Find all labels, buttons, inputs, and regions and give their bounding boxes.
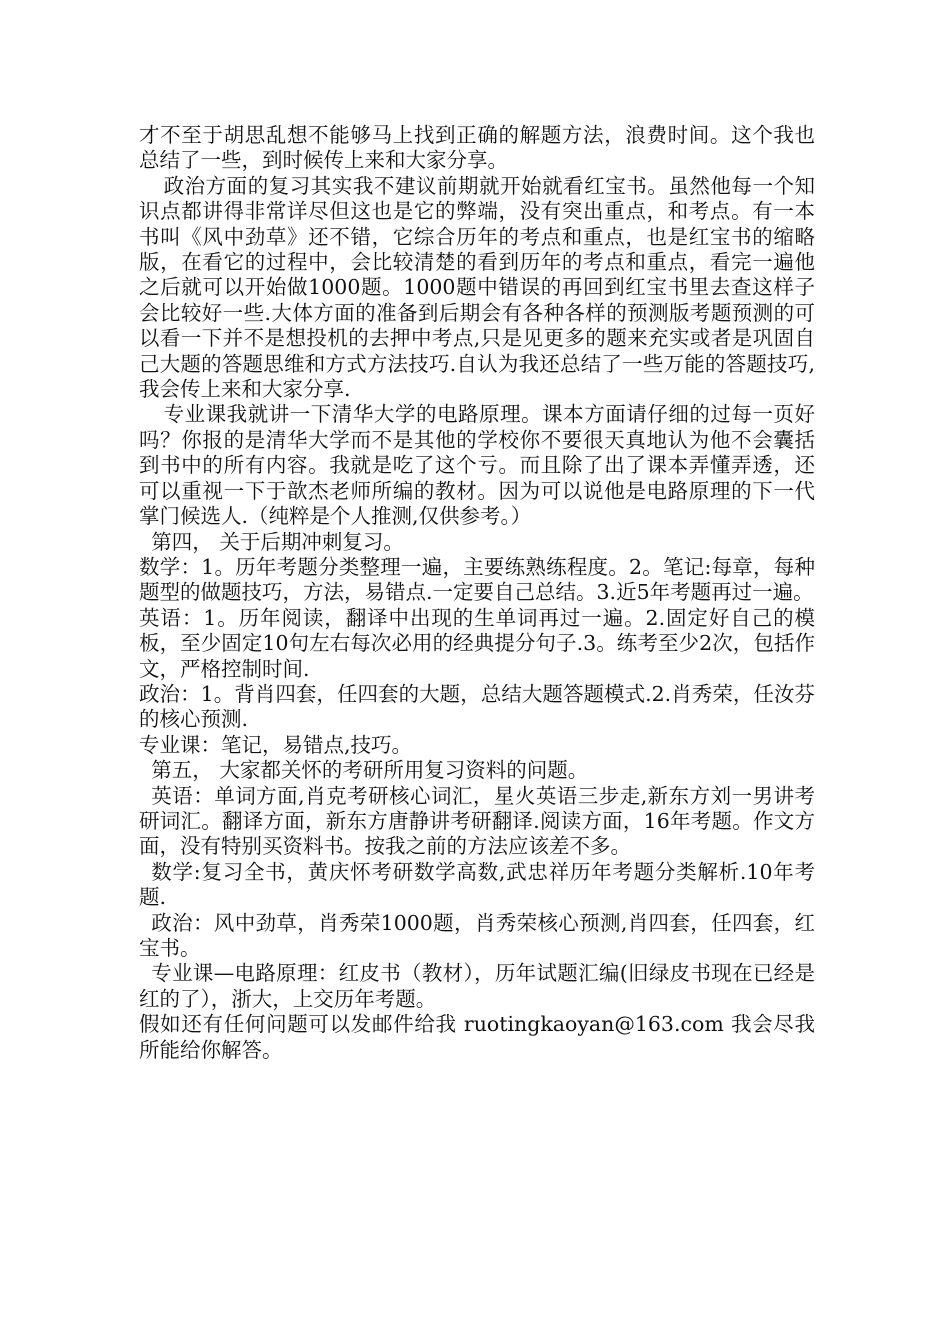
- paragraph-math-materials: 数学:复习全书，黄庆怀考研数学高数,武忠祥历年考题分类解析.10年考题.: [139, 859, 815, 910]
- paragraph-major-materials: 专业课—电路原理：红皮书（教材），历年试题汇编(旧绿皮书现在已经是红的了），浙大，上交历年考题。: [139, 961, 815, 1011]
- document-body: [139, 123, 815, 1063]
- paragraph-english-materials: 英语：单词方面,肖克考研核心词汇，星火英语三步走,新东方刘一男讲考研词汇。翻译方面，新东方唐静讲考研翻译.阅读方面，16年考题。作文方面，没有特别买资料书。按我之前的方法应该差不多。: [139, 783, 815, 859]
- paragraph-politics-review: 政治方面的复习其实我不建议前期就开始就看红宝书。虽然他每一个知识点都讲得非常详尽但这也是它的弊端，没有突出重点，和考点。有一本书叫《风中劲草》还不错，它综合历年的考点和重点，也是红宝书的缩略版，在看它的过程中，会比较清楚的看到历年的考点和重点，看完一遍他之后就可以开始做1000题。1000题中错误的再回到红宝书里去查这样子会比较好一些.大体方面的准备到后期会有各种各样的预测版考题预测的可以看一下并不是想投机的去押中考点,只是见更多的题来充实或者是巩固自己大题的答题思维和方式方法技巧.自认为我还总结了一些万能的答题技巧,我会传上来和大家分享.: [139, 173, 815, 402]
- paragraph-english-sprint: 英语：1。历年阅读，翻译中出现的生单词再过一遍。2.固定好自己的模板，至少固定10句左右每次必用的经典提分句子.3。练考至少2次，包括作文，严格控制时间.: [139, 605, 815, 681]
- paragraph-math-sprint: 数学：1。历年考题分类整理一遍，主要练熟练程度。2。笔记:每章，每种题型的做题技巧，方法，易错点.一定要自己总结。3.近5年考题再过一遍。: [139, 554, 815, 605]
- paragraph-major-sprint: 专业课：笔记，易错点,技巧。: [139, 732, 413, 757]
- paragraph-major-course: 专业课我就讲一下清华大学的电路原理。课本方面请仔细的过每一页好吗？你报的是清华大学而不是其他的学校你不要很天真地认为他不会囊括到书中的所有内容。我就是吃了这个亏。而且除了出了课本弄懂弄透，还可以重视一下于歆杰老师所编的教材。因为可以说他是电路原理的下一代掌门候选人.（纯粹是个人推测,仅供参考。）: [139, 402, 815, 529]
- section-heading-fourth: 第四， 关于后期冲刺复习。: [151, 529, 404, 554]
- paragraph-1: 才不至于胡思乱想不能够马上找到正确的解题方法，浪费时间。这个我也总结了一些，到时候传上来和大家分享。: [139, 123, 815, 173]
- paragraph-politics-materials: 政治：风中劲草，肖秀荣1000题，肖秀荣核心预测,肖四套，任四套，红宝书。: [139, 910, 815, 960]
- paragraph-contact: 假如还有任何问题可以发邮件给我 ruotingkaoyan@163.com 我会尽我所能给你解答。: [139, 1012, 815, 1062]
- section-heading-fifth: 第五， 大家都关怀的考研所用复习资料的问题。: [151, 758, 589, 783]
- paragraph-politics-sprint: 政治：1。背肖四套，任四套的大题，总结大题答题模式.2.肖秀荣，任汝芬的核心预测.: [139, 681, 815, 732]
